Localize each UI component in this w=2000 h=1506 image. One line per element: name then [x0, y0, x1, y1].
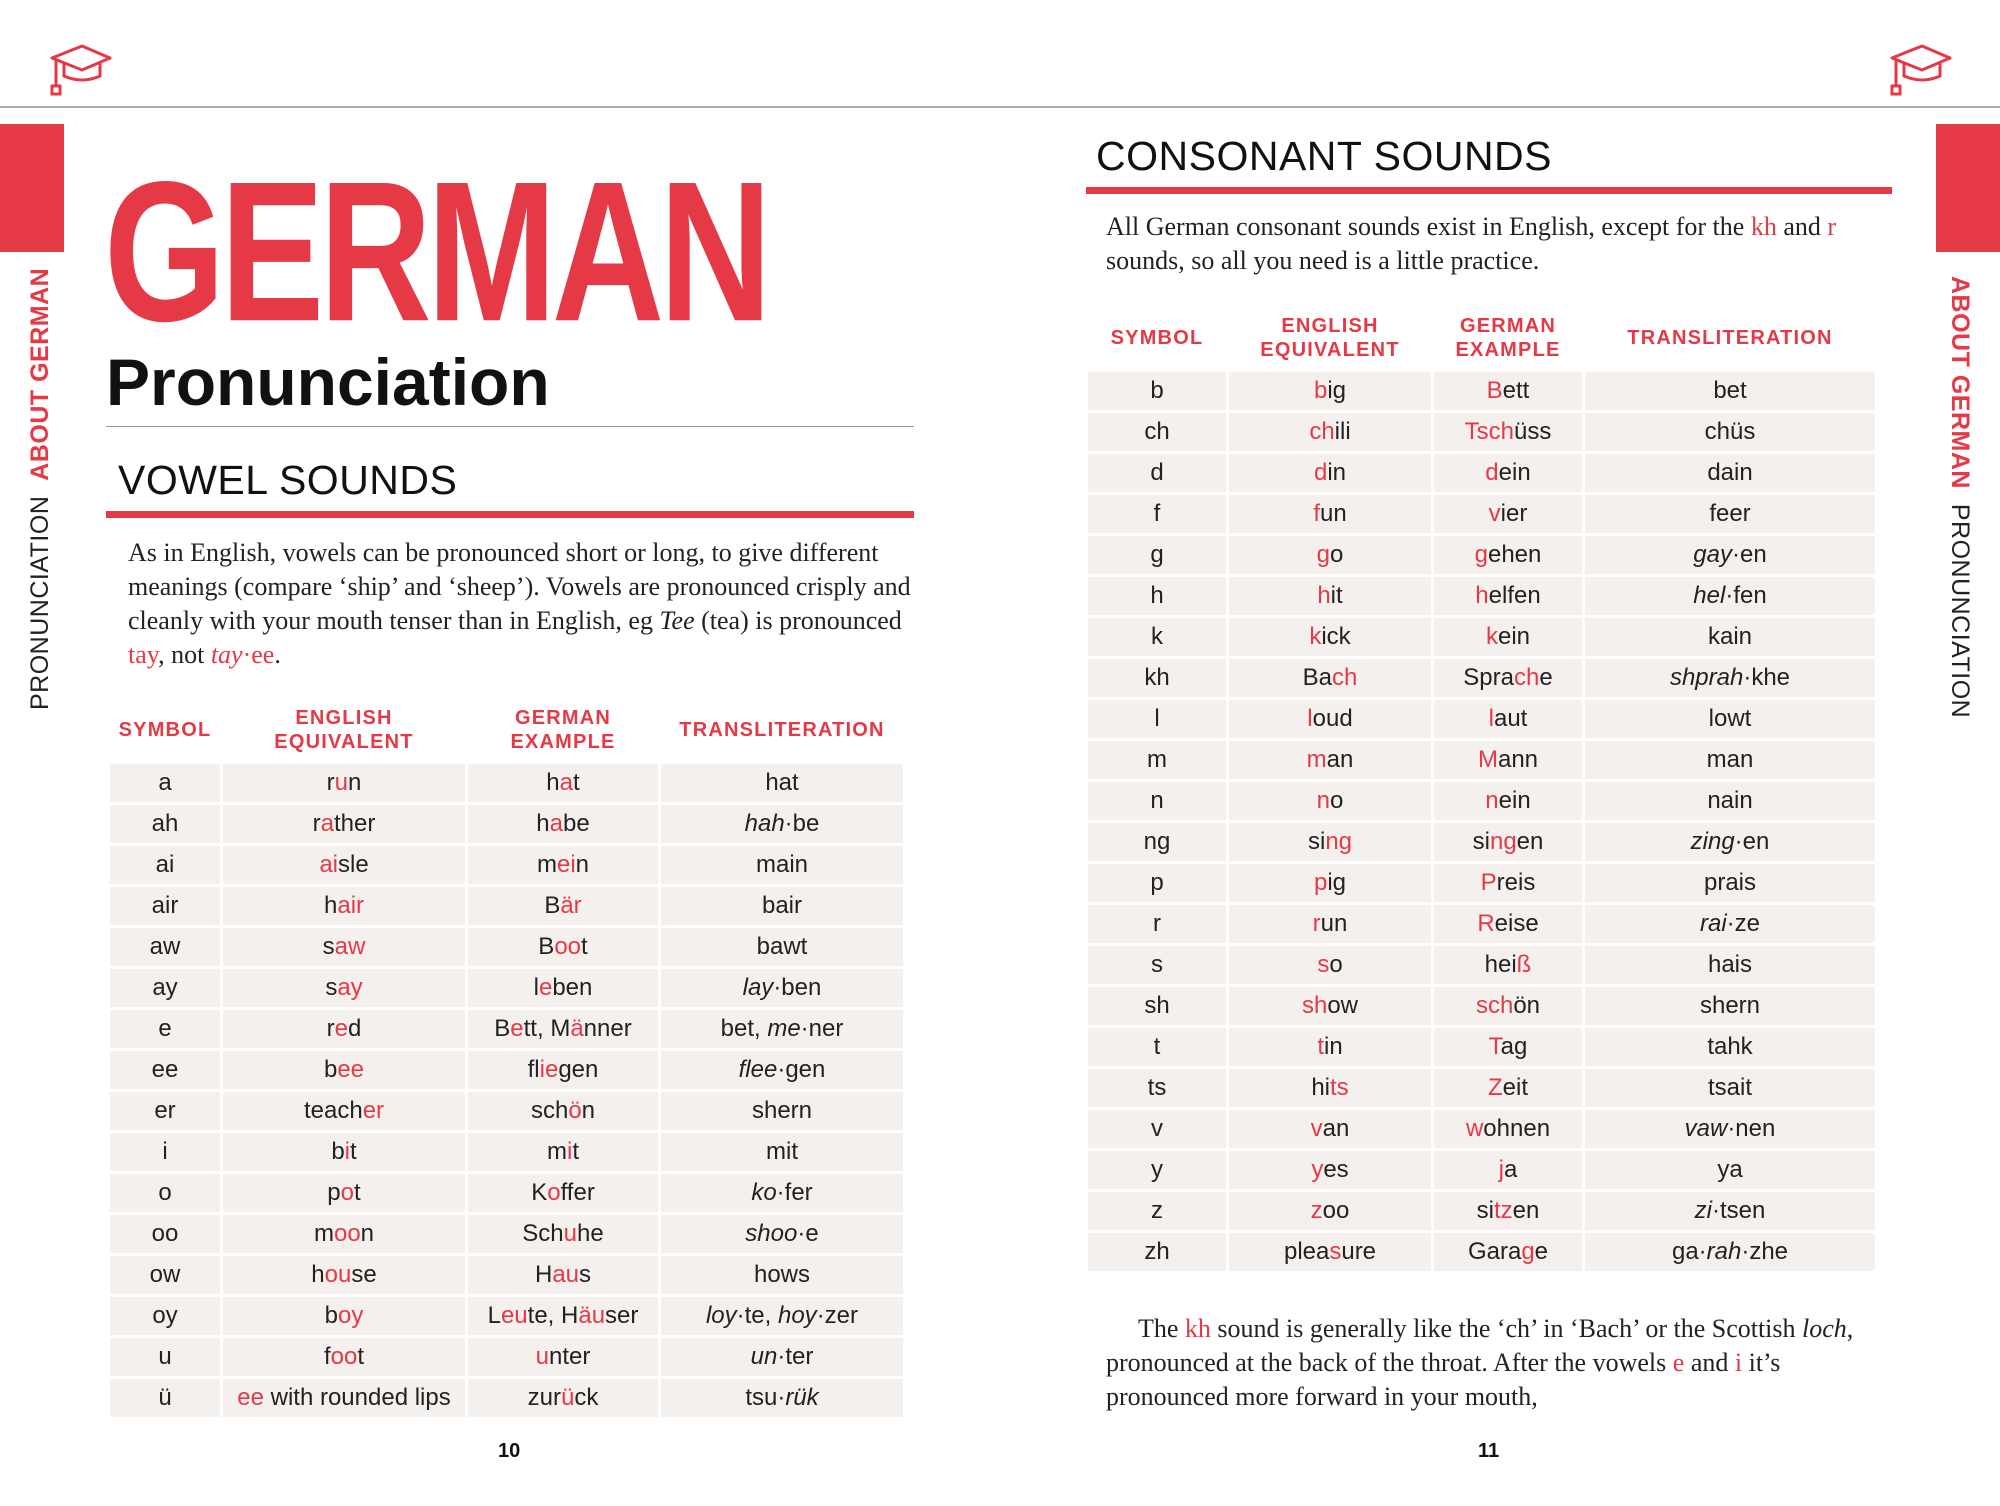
cell-german-example: wohnen — [1434, 1110, 1582, 1148]
section-title-vowels: VOWEL SOUNDS — [118, 457, 458, 503]
cell-english-equivalent: tin — [1229, 1028, 1431, 1066]
graduation-cap-icon — [1888, 40, 1952, 96]
cell-german-example: laut — [1434, 700, 1582, 738]
cell-symbol: d — [1088, 454, 1226, 492]
cell-english-equivalent: pig — [1229, 864, 1431, 902]
table-row — [1088, 536, 1875, 574]
table-row — [1088, 618, 1875, 656]
section-title-consonants: CONSONANT SOUNDS — [1096, 133, 1553, 179]
cell-symbol: aw — [110, 928, 220, 966]
table-row — [110, 1215, 903, 1253]
side-label-left — [26, 268, 55, 710]
cell-english-equivalent: say — [223, 969, 465, 1007]
cell-english-equivalent: yes — [1229, 1151, 1431, 1189]
section-underline — [106, 511, 914, 518]
cell-transliteration: bet — [1585, 372, 1875, 410]
cell-english-equivalent: teacher — [223, 1092, 465, 1130]
table-row — [110, 846, 903, 884]
page-title: GERMAN — [104, 140, 767, 364]
cell-symbol: y — [1088, 1151, 1226, 1189]
cell-transliteration: hows — [661, 1256, 903, 1294]
cell-english-equivalent: boy — [223, 1297, 465, 1335]
cell-english-equivalent: rather — [223, 805, 465, 843]
cell-transliteration: main — [661, 846, 903, 884]
cell-german-example: hat — [468, 764, 658, 802]
cell-english-equivalent: hair — [223, 887, 465, 925]
header-english-equivalent: ENGLISH EQUIVALENT — [274, 707, 414, 753]
cell-english-equivalent: hits — [1229, 1069, 1431, 1107]
table-row — [1088, 741, 1875, 779]
table-row — [110, 1174, 903, 1212]
cell-symbol: er — [110, 1092, 220, 1130]
table-row — [1088, 1233, 1875, 1271]
cell-transliteration: shern — [661, 1092, 903, 1130]
table-row — [110, 764, 903, 802]
table-row — [1088, 987, 1875, 1025]
cell-symbol: ow — [110, 1256, 220, 1294]
cell-symbol: ng — [1088, 823, 1226, 861]
table-row — [1088, 864, 1875, 902]
cell-transliteration: loy·te, hoy·zer — [661, 1297, 903, 1335]
table-row — [1088, 1151, 1875, 1189]
cell-german-example: heiß — [1434, 946, 1582, 984]
cell-transliteration: bair — [661, 887, 903, 925]
cell-english-equivalent: Bach — [1229, 659, 1431, 697]
cell-german-example: Tag — [1434, 1028, 1582, 1066]
cell-german-example: helfen — [1434, 577, 1582, 615]
cell-english-equivalent: moon — [223, 1215, 465, 1253]
cell-symbol: t — [1088, 1028, 1226, 1066]
cell-english-equivalent: kick — [1229, 618, 1431, 656]
cell-german-example: sitzen — [1434, 1192, 1582, 1230]
cell-english-equivalent: saw — [223, 928, 465, 966]
header-transliteration: TRANSLITERATION — [679, 719, 885, 741]
table-row — [1088, 782, 1875, 820]
cell-german-example: Boot — [468, 928, 658, 966]
cell-symbol: ee — [110, 1051, 220, 1089]
table-row — [1088, 372, 1875, 410]
cell-transliteration: dain — [1585, 454, 1875, 492]
cell-symbol: g — [1088, 536, 1226, 574]
cell-symbol: e — [110, 1010, 220, 1048]
table-row — [110, 1133, 903, 1171]
cell-transliteration: flee·gen — [661, 1051, 903, 1089]
cell-english-equivalent: no — [1229, 782, 1431, 820]
table-row — [1088, 905, 1875, 943]
cell-transliteration: hais — [1585, 946, 1875, 984]
cell-symbol: oy — [110, 1297, 220, 1335]
cell-english-equivalent: foot — [223, 1338, 465, 1376]
vowel-sounds-table — [107, 696, 906, 1420]
page-number: 11 — [1478, 1440, 1500, 1462]
cell-german-example: Garage — [1434, 1233, 1582, 1271]
cell-transliteration: un·ter — [661, 1338, 903, 1376]
cell-transliteration: gay·en — [1585, 536, 1875, 574]
header-german-example: GERMAN EXAMPLE — [1455, 315, 1561, 361]
cell-symbol: ai — [110, 846, 220, 884]
table-row — [1088, 1028, 1875, 1066]
cell-symbol: h — [1088, 577, 1226, 615]
table-row — [1088, 1069, 1875, 1107]
cell-english-equivalent: loud — [1229, 700, 1431, 738]
cell-symbol: l — [1088, 700, 1226, 738]
cell-english-equivalent: house — [223, 1256, 465, 1294]
side-tab-marker — [0, 124, 64, 252]
cell-symbol: z — [1088, 1192, 1226, 1230]
cell-english-equivalent: pleasure — [1229, 1233, 1431, 1271]
cell-german-example: schön — [1434, 987, 1582, 1025]
table-row — [110, 1010, 903, 1048]
cell-symbol: ah — [110, 805, 220, 843]
cell-german-example: Reise — [1434, 905, 1582, 943]
cell-transliteration: vaw·nen — [1585, 1110, 1875, 1148]
cell-symbol: ü — [110, 1379, 220, 1417]
cell-german-example: mit — [468, 1133, 658, 1171]
cell-symbol: a — [110, 764, 220, 802]
cell-transliteration: shprah·khe — [1585, 659, 1875, 697]
cell-german-example: nein — [1434, 782, 1582, 820]
cell-symbol: ts — [1088, 1069, 1226, 1107]
cell-symbol: f — [1088, 495, 1226, 533]
cell-symbol: air — [110, 887, 220, 925]
side-label-section: PRONUNCIATION — [26, 495, 54, 710]
table-row — [110, 1051, 903, 1089]
cell-german-example: Haus — [468, 1256, 658, 1294]
table-row — [1088, 1110, 1875, 1148]
cell-transliteration: bet, me·ner — [661, 1010, 903, 1048]
cell-english-equivalent: go — [1229, 536, 1431, 574]
table-row — [110, 969, 903, 1007]
cell-transliteration: hat — [661, 764, 903, 802]
table-row — [110, 1297, 903, 1335]
side-label-chapter: ABOUT GERMAN — [1946, 276, 1974, 489]
cell-transliteration: tsu·rük — [661, 1379, 903, 1417]
cell-transliteration: ga·rah·zhe — [1585, 1233, 1875, 1271]
section-underline — [1086, 187, 1892, 194]
cell-symbol: k — [1088, 618, 1226, 656]
cell-english-equivalent: bit — [223, 1133, 465, 1171]
cell-german-example: Koffer — [468, 1174, 658, 1212]
cell-german-example: singen — [1434, 823, 1582, 861]
cell-german-example: Bett — [1434, 372, 1582, 410]
cell-english-equivalent: red — [223, 1010, 465, 1048]
table-row — [110, 1256, 903, 1294]
cell-german-example: Bär — [468, 887, 658, 925]
vowel-intro-paragraph: As in English, vowels can be pronounced short or long, to give different meanings (compare ‘ship’ and ‘sheep’). Vowels are pronounced crisply and cleanly with your mouth tenser than in English, eg Tee (tea) is pronounced tay, not tay·ee. — [128, 538, 911, 669]
cell-german-example: fliegen — [468, 1051, 658, 1089]
cell-english-equivalent: zoo — [1229, 1192, 1431, 1230]
cell-german-example: schön — [468, 1092, 658, 1130]
cell-german-example: kein — [1434, 618, 1582, 656]
cell-german-example: ja — [1434, 1151, 1582, 1189]
cell-symbol: p — [1088, 864, 1226, 902]
cell-symbol: o — [110, 1174, 220, 1212]
cell-transliteration: kain — [1585, 618, 1875, 656]
cell-english-equivalent: man — [1229, 741, 1431, 779]
kh-sound-paragraph: The kh sound is generally like the ‘ch’ in ‘Bach’ or the Scottish loch, pronounced at the back of the throat. After the vowels e and i it’s pronounced more forward in your mouth, — [1106, 1314, 1854, 1411]
header-rule — [0, 106, 2000, 108]
graduation-cap-icon — [48, 40, 112, 96]
cell-english-equivalent: pot — [223, 1174, 465, 1212]
cell-transliteration: bawt — [661, 928, 903, 966]
side-tab-marker — [1936, 124, 2000, 252]
cell-symbol: ch — [1088, 413, 1226, 451]
table-row — [110, 1379, 903, 1417]
header-transliteration: TRANSLITERATION — [1627, 327, 1833, 349]
cell-german-example: Preis — [1434, 864, 1582, 902]
header-german-example: GERMAN EXAMPLE — [510, 707, 616, 753]
cell-transliteration: shoo·e — [661, 1215, 903, 1253]
page-subtitle: Pronunciation — [106, 345, 550, 419]
cell-english-equivalent: so — [1229, 946, 1431, 984]
table-row — [110, 805, 903, 843]
cell-transliteration: ya — [1585, 1151, 1875, 1189]
cell-german-example: Schuhe — [468, 1215, 658, 1253]
table-row — [1088, 1192, 1875, 1230]
cell-symbol: u — [110, 1338, 220, 1376]
cell-transliteration: shern — [1585, 987, 1875, 1025]
cell-transliteration: chüs — [1585, 413, 1875, 451]
table-header-row — [1088, 307, 1875, 369]
cell-english-equivalent: bee — [223, 1051, 465, 1089]
cell-transliteration: mit — [661, 1133, 903, 1171]
table-row — [110, 1338, 903, 1376]
cell-english-equivalent: din — [1229, 454, 1431, 492]
consonant-intro-paragraph: All German consonant sounds exist in English, except for the kh and r sounds, so all you need is a little practice. — [1106, 212, 1837, 275]
cell-symbol: m — [1088, 741, 1226, 779]
table-row — [1088, 495, 1875, 533]
cell-german-example: gehen — [1434, 536, 1582, 574]
cell-symbol: n — [1088, 782, 1226, 820]
cell-transliteration: ko·fer — [661, 1174, 903, 1212]
cell-german-example: Leute, Häuser — [468, 1297, 658, 1335]
cell-english-equivalent: show — [1229, 987, 1431, 1025]
page-number: 10 — [498, 1440, 521, 1462]
cell-german-example: leben — [468, 969, 658, 1007]
cell-german-example: mein — [468, 846, 658, 884]
cell-symbol: s — [1088, 946, 1226, 984]
cell-symbol: r — [1088, 905, 1226, 943]
cell-transliteration: prais — [1585, 864, 1875, 902]
cell-symbol: sh — [1088, 987, 1226, 1025]
cell-symbol: b — [1088, 372, 1226, 410]
cell-transliteration: nain — [1585, 782, 1875, 820]
cell-german-example: Sprache — [1434, 659, 1582, 697]
cell-german-example: unter — [468, 1338, 658, 1376]
cell-transliteration: rai·ze — [1585, 905, 1875, 943]
cell-transliteration: feer — [1585, 495, 1875, 533]
side-label-right — [1945, 276, 1974, 718]
cell-german-example: Mann — [1434, 741, 1582, 779]
cell-transliteration: zing·en — [1585, 823, 1875, 861]
header-symbol: SYMBOL — [118, 719, 212, 741]
cell-german-example: habe — [468, 805, 658, 843]
cell-german-example: Tschüss — [1434, 413, 1582, 451]
cell-german-example: zurück — [468, 1379, 658, 1417]
table-row — [1088, 577, 1875, 615]
cell-symbol: zh — [1088, 1233, 1226, 1271]
table-row — [110, 1092, 903, 1130]
cell-transliteration: zi·tsen — [1585, 1192, 1875, 1230]
cell-english-equivalent: run — [223, 764, 465, 802]
cell-transliteration: man — [1585, 741, 1875, 779]
cell-english-equivalent: chili — [1229, 413, 1431, 451]
cell-symbol: ay — [110, 969, 220, 1007]
title-divider — [106, 426, 914, 427]
cell-transliteration: tsait — [1585, 1069, 1875, 1107]
table-row — [1088, 823, 1875, 861]
table-row — [110, 928, 903, 966]
table-header-row — [110, 699, 903, 761]
cell-english-equivalent: big — [1229, 372, 1431, 410]
table-row — [1088, 946, 1875, 984]
cell-german-example: Zeit — [1434, 1069, 1582, 1107]
cell-english-equivalent: sing — [1229, 823, 1431, 861]
cell-german-example: dein — [1434, 454, 1582, 492]
table-row — [1088, 413, 1875, 451]
side-label-section: PRONUNCIATION — [1946, 503, 1974, 719]
cell-transliteration: lowt — [1585, 700, 1875, 738]
side-label-chapter: ABOUT GERMAN — [26, 267, 54, 481]
cell-transliteration: hel·fen — [1585, 577, 1875, 615]
cell-symbol: v — [1088, 1110, 1226, 1148]
cell-transliteration: tahk — [1585, 1028, 1875, 1066]
cell-english-equivalent: run — [1229, 905, 1431, 943]
cell-symbol: oo — [110, 1215, 220, 1253]
table-row — [110, 887, 903, 925]
cell-german-example: vier — [1434, 495, 1582, 533]
cell-german-example: Bett, Männer — [468, 1010, 658, 1048]
cell-symbol: i — [110, 1133, 220, 1171]
cell-symbol: kh — [1088, 659, 1226, 697]
consonant-sounds-table — [1085, 304, 1878, 1274]
cell-transliteration: hah·be — [661, 805, 903, 843]
cell-english-equivalent: ee with rounded lips — [223, 1379, 465, 1417]
cell-transliteration: lay·ben — [661, 969, 903, 1007]
header-symbol: SYMBOL — [1110, 327, 1204, 349]
header-english-equivalent: ENGLISH EQUIVALENT — [1260, 315, 1400, 361]
table-row — [1088, 700, 1875, 738]
cell-english-equivalent: van — [1229, 1110, 1431, 1148]
table-row — [1088, 454, 1875, 492]
cell-english-equivalent: aisle — [223, 846, 465, 884]
cell-english-equivalent: fun — [1229, 495, 1431, 533]
cell-english-equivalent: hit — [1229, 577, 1431, 615]
table-row — [1088, 659, 1875, 697]
